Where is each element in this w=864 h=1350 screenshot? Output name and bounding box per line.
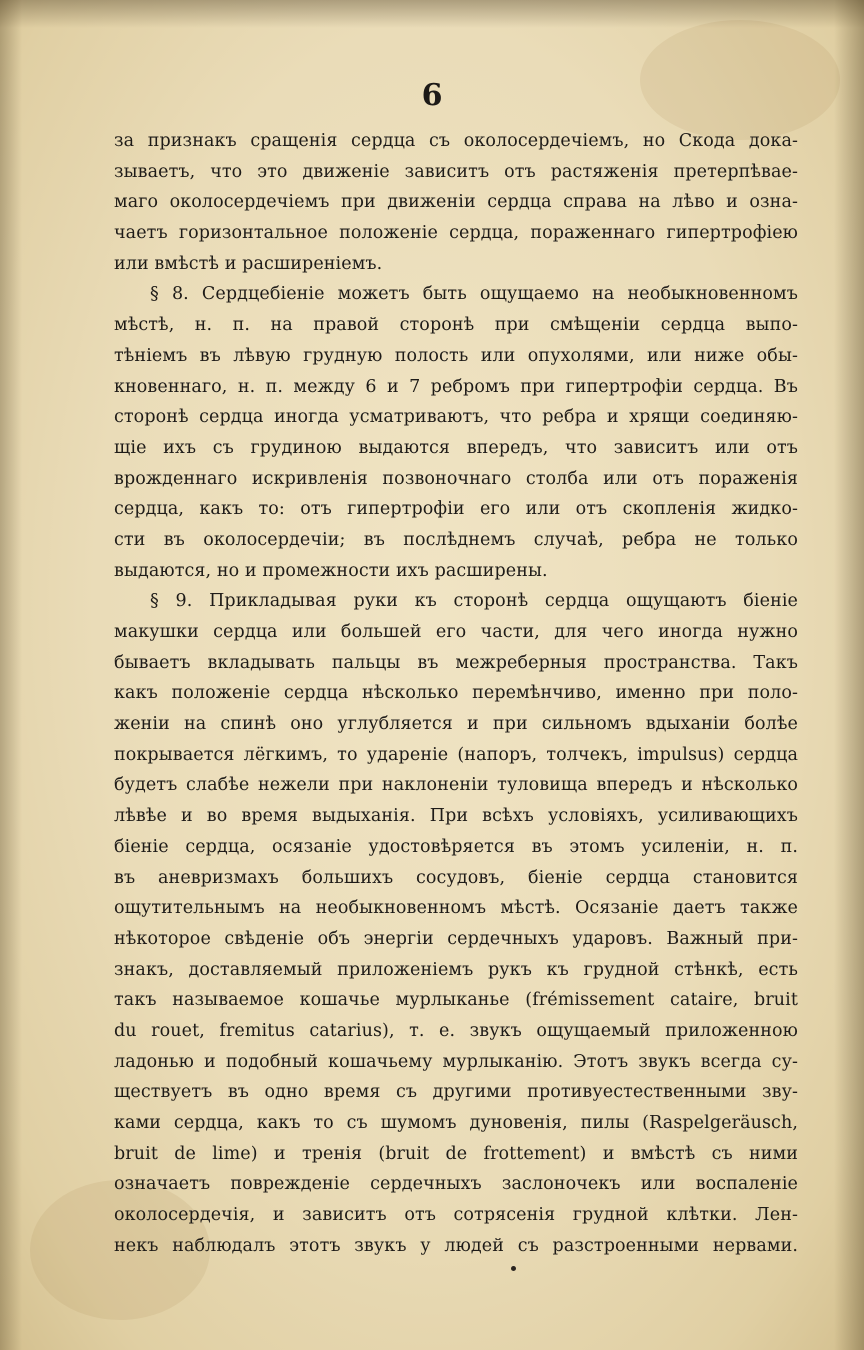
text-line: врожденнаго искривленія позвоночнаго столба или отъ пораженія xyxy=(114,468,798,489)
text-line: покрывается лёгкимъ, то удареніе (напоръ, толчекъ, impulsus) сердца xyxy=(114,744,798,765)
text-line: за признакъ сращенія сердца съ околосердечіемъ, но Скода дока- xyxy=(114,131,798,151)
text-line: зываетъ, что это движеніе зависитъ отъ растяженія претерпѣвае- xyxy=(114,161,798,182)
page-edge-shadow-right xyxy=(834,0,864,1350)
text-line: сторонѣ сердца иногда усматриваютъ, что ребра и хрящи соединяю- xyxy=(114,407,798,428)
text-line: нѣкоторое свѣденіе объ энергіи сердечныхъ ударовъ. Важный при- xyxy=(114,928,798,949)
text-line: сти въ околосердечіи; въ послѣднемъ случаѣ, ребра не только xyxy=(114,529,798,550)
text-line: въ аневризмахъ большихъ сосудовъ, біеніе сердца становится xyxy=(114,867,798,888)
text-line: ками сердца, какъ то съ шумомъ дуновенія, пилы (Raspelgeräusch, xyxy=(114,1113,798,1133)
text-line: ощутительнымъ на необыкновенномъ мѣстѣ. Осязаніе даетъ также xyxy=(114,898,798,919)
ink-dot xyxy=(511,1266,516,1271)
text-line: ществуетъ въ одно время съ другими противуестественными зву- xyxy=(114,1082,798,1103)
text-line: du rouet, fremitus catarius), т. е. звукъ ощущаемый приложенною xyxy=(114,1020,798,1041)
text-line: женіи на спинѣ оно углубляется и при сильномъ вдыханіи болѣе xyxy=(114,714,798,735)
text-line: біеніе сердца, осязаніе удостовѣряется въ этомъ усиленіи, н. п. xyxy=(114,836,798,857)
text-line: какъ положеніе сердца нѣсколько перемѣнчиво, именно при поло- xyxy=(114,683,798,704)
text-line: такъ называемое кошачье мурлыканье (frémissement cataire, bruit xyxy=(114,990,798,1011)
text-line: знакъ, доставляемый приложеніемъ рукъ къ грудной стѣнкѣ, есть xyxy=(114,959,798,980)
text-line: ладонью и подобный кошачьему мурлыканію. Этотъ звукъ всегда су- xyxy=(114,1051,798,1072)
body-text xyxy=(114,126,798,1261)
text-line: некъ наблюдалъ этотъ звукъ у людей съ разстроенными нервами. xyxy=(114,1235,798,1256)
page-number: 6 xyxy=(421,78,443,113)
text-line: лѣвѣе и во время выдыханія. При всѣхъ условіяхъ, усиливающихъ xyxy=(114,806,798,827)
text-line: кновеннаго, н. п. между 6 и 7 ребромъ при гипертрофіи сердца. Въ xyxy=(114,376,798,397)
text-line: макушки сердца или большей его части, для чего иногда нужно xyxy=(114,622,798,642)
text-line: маго околосердечіемъ при движеніи сердца справа на лѣво и озна- xyxy=(114,192,798,213)
text-line: тѣніемъ въ лѣвую грудную полость или опухолями, или ниже обы- xyxy=(114,345,798,366)
text-line: сердца, какъ то: отъ гипертрофіи его или отъ скопленія жидко- xyxy=(114,499,798,520)
text-line: выдаются, но и промежности ихъ расширены. xyxy=(114,560,548,581)
text-line: бываетъ вкладывать пальцы въ межреберныя пространства. Такъ xyxy=(114,652,798,673)
text-line: будетъ слабѣе нежели при наклоненіи туловища впередъ и нѣсколько xyxy=(114,775,798,796)
text-line: § 9. Прикладывая руки къ сторонѣ сердца ощущаютъ біеніе xyxy=(150,591,798,612)
text-line: околосердечія, и зависитъ отъ сотрясенія грудной клѣтки. Лен- xyxy=(114,1205,798,1226)
text-line: или вмѣстѣ и расширеніемъ. xyxy=(114,253,383,274)
page-edge-shadow-left xyxy=(0,0,22,1350)
text-line: чаетъ горизонтальное положеніе сердца, пораженнаго гипертрофіею xyxy=(114,223,798,244)
text-line: означаетъ поврежденіе сердечныхъ заслоночекъ или воспаленіе xyxy=(114,1174,798,1195)
text-line: мѣстѣ, н. п. на правой сторонѣ при смѣщеніи сердца выпо- xyxy=(114,315,798,336)
text-line: щіе ихъ съ грудиною выдаются впередъ, что зависитъ или отъ xyxy=(114,437,798,458)
text-line: bruit de lime) и тренія (bruit de frottement) и вмѣстѣ съ ними xyxy=(114,1143,798,1164)
text-line: § 8. Сердцебіеніе можетъ быть ощущаемо на необыкновенномъ xyxy=(150,284,798,305)
